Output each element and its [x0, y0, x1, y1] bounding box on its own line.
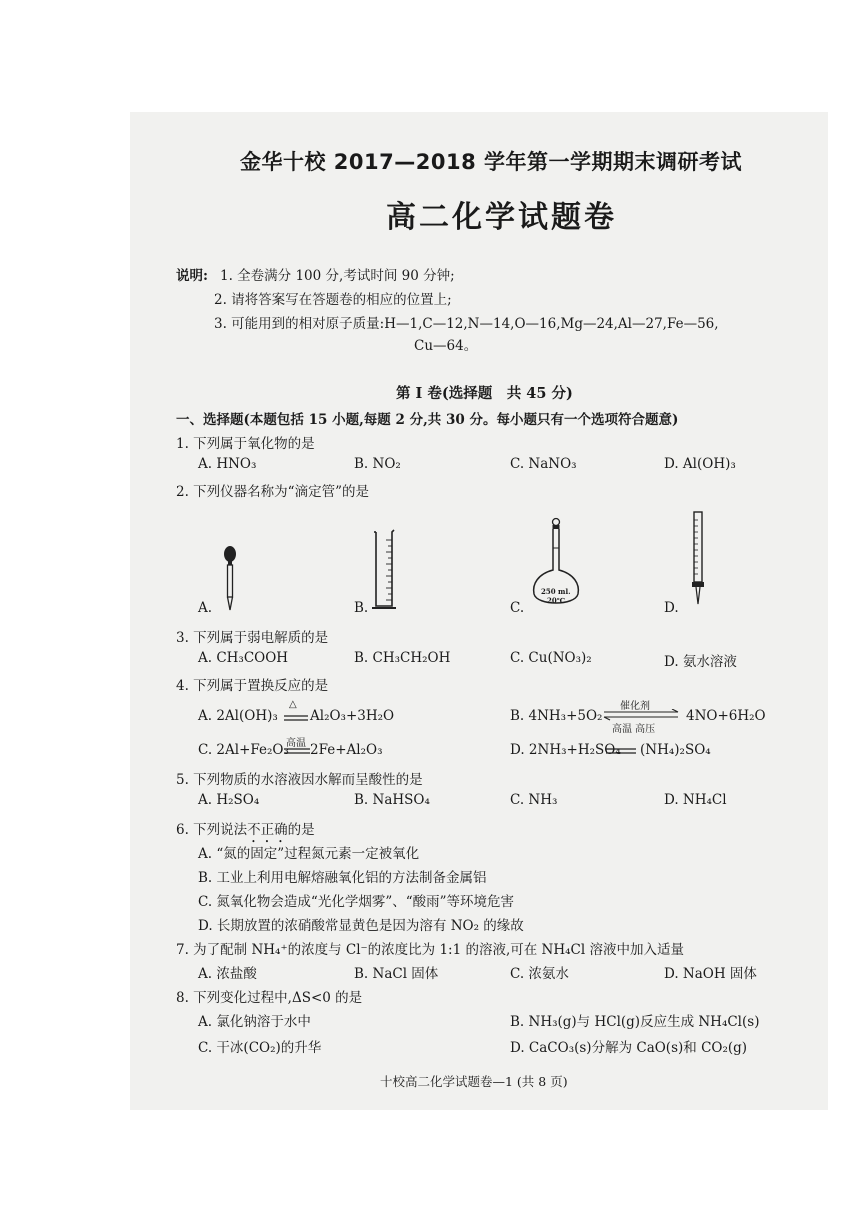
burette-icon	[688, 510, 708, 610]
dropper-icon	[220, 544, 240, 614]
section-heading: 一、选择题(本题包括 15 小题,每题 2 分,共 30 分。每小题只有一个选项符合题意)	[176, 412, 679, 428]
flask-label-temp: 20℃	[547, 596, 566, 605]
graduated-cylinder-icon	[368, 528, 400, 612]
q4-option-b-right: 4NO+6H₂O	[686, 708, 766, 724]
q1-option-b: B. NO₂	[354, 456, 401, 472]
q5-option-c: C. NH₃	[510, 792, 558, 808]
q5-stem: 5. 下列物质的水溶液因水解而呈酸性的是	[176, 772, 423, 788]
q6-option-a: A. “氮的固定”过程氮元素一定被氧化	[198, 846, 420, 862]
q4-option-a-left: A. 2Al(OH)₃	[198, 708, 278, 724]
q3-option-b: B. CH₃CH₂OH	[354, 650, 451, 666]
q1-option-c: C. NaNO₃	[510, 456, 577, 472]
q4-option-b-conditions: 高温 高压	[612, 724, 656, 735]
q6-stem-post: 的是	[287, 822, 315, 838]
q2-option-b: B.	[354, 600, 369, 616]
q3-option-a: A. CH₃COOH	[198, 650, 289, 666]
q4-option-b-left: B. 4NH₃+5O₂	[510, 708, 603, 724]
exam-header: 金华十校 2017—2018 学年第一学期期末调研考试	[240, 150, 743, 174]
q6-option-c: C. 氮氧化物会造成“光化学烟雾”、“酸雨”等环境危害	[198, 894, 515, 910]
note-3-cont: Cu—64。	[414, 338, 478, 354]
q8-option-b: B. NH₃(g)与 HCl(g)反应生成 NH₄Cl(s)	[510, 1014, 760, 1030]
equals-sign-icon	[284, 714, 308, 722]
q4-option-a-right: Al₂O₃+3H₂O	[310, 708, 395, 724]
q4-option-c-left: C. 2Al+Fe₂O₃	[198, 742, 289, 758]
q8-stem: 8. 下列变化过程中,ΔS<0 的是	[176, 990, 363, 1006]
q2-option-a: A.	[198, 600, 213, 616]
notes-label: 说明:	[176, 268, 208, 284]
q6-option-b: B. 工业上利用电解熔融氧化铝的方法制备金属铝	[198, 870, 487, 886]
q7-stem: 7. 为了配制 NH₄⁺的浓度与 Cl⁻的浓度比为 1:1 的溶液,可在 NH₄Cl 溶液中加入适量	[176, 942, 684, 958]
q4-stem: 4. 下列属于置换反应的是	[176, 678, 329, 694]
note-3: 3. 可能用到的相对原子质量:H—1,C—12,N—14,O—16,Mg—24,Al—27,Fe—56,	[214, 316, 719, 332]
q4-option-b-catalyst: 催化剂	[620, 701, 650, 712]
q7-option-b: B. NaCl 固体	[354, 966, 439, 982]
q5-option-b: B. NaHSO₄	[354, 792, 430, 808]
q1-option-a: A. HNO₃	[198, 456, 257, 472]
q3-option-d: D. 氨水溶液	[664, 654, 737, 670]
q8-option-d: D. CaCO₃(s)分解为 CaO(s)和 CO₂(g)	[510, 1040, 748, 1056]
q3-stem: 3. 下列属于弱电解质的是	[176, 630, 329, 646]
q2-option-c: C.	[510, 600, 525, 616]
page-title: 高二化学试题卷	[386, 200, 617, 235]
q7-option-d: D. NaOH 固体	[664, 966, 757, 982]
q7-option-c: C. 浓氨水	[510, 966, 569, 982]
q1-stem: 1. 下列属于氧化物的是	[176, 436, 315, 452]
q4-option-d-right: (NH₄)₂SO₄	[640, 742, 711, 758]
q1-option-d: D. Al(OH)₃	[664, 456, 736, 472]
q6-stem-pre: 6. 下列说法	[176, 822, 248, 838]
q8-option-a: A. 氯化钠溶于水中	[198, 1014, 311, 1030]
q7-option-a: A. 浓盐酸	[198, 966, 257, 982]
q6-stem-emphasis: 不正确	[247, 822, 288, 838]
equals-sign-icon	[284, 747, 310, 755]
q6-option-d: D. 长期放置的浓硝酸常显黄色是因为溶有 NO₂ 的缘故	[198, 918, 524, 934]
page-footer: 十校高二化学试题卷—1 (共 8 页)	[380, 1074, 568, 1089]
note-1: 1. 全卷满分 100 分,考试时间 90 分钟;	[220, 268, 455, 284]
equals-sign-icon	[606, 747, 636, 755]
q8-option-c: C. 干冰(CO₂)的升华	[198, 1040, 322, 1056]
q5-option-d: D. NH₄Cl	[664, 792, 727, 808]
note-2: 2. 请将答案写在答题卷的相应的位置上;	[214, 292, 452, 308]
q4-option-c-right: 2Fe+Al₂O₃	[310, 742, 383, 758]
q4-option-c-condition: 高温	[286, 738, 306, 749]
part-title: 第 I 卷(选择题 共 45 分)	[396, 385, 573, 402]
q3-option-c: C. Cu(NO₃)₂	[510, 650, 592, 666]
q2-option-d: D.	[664, 600, 679, 616]
q4-option-a-condition: △	[289, 699, 297, 710]
q5-option-a: A. H₂SO₄	[198, 792, 260, 808]
q4-option-d-left: D. 2NH₃+H₂SO₄	[510, 742, 621, 758]
flask-label-volume: 250 ml.	[541, 587, 571, 596]
q2-stem: 2. 下列仪器名称为“滴定管”的是	[176, 484, 369, 500]
